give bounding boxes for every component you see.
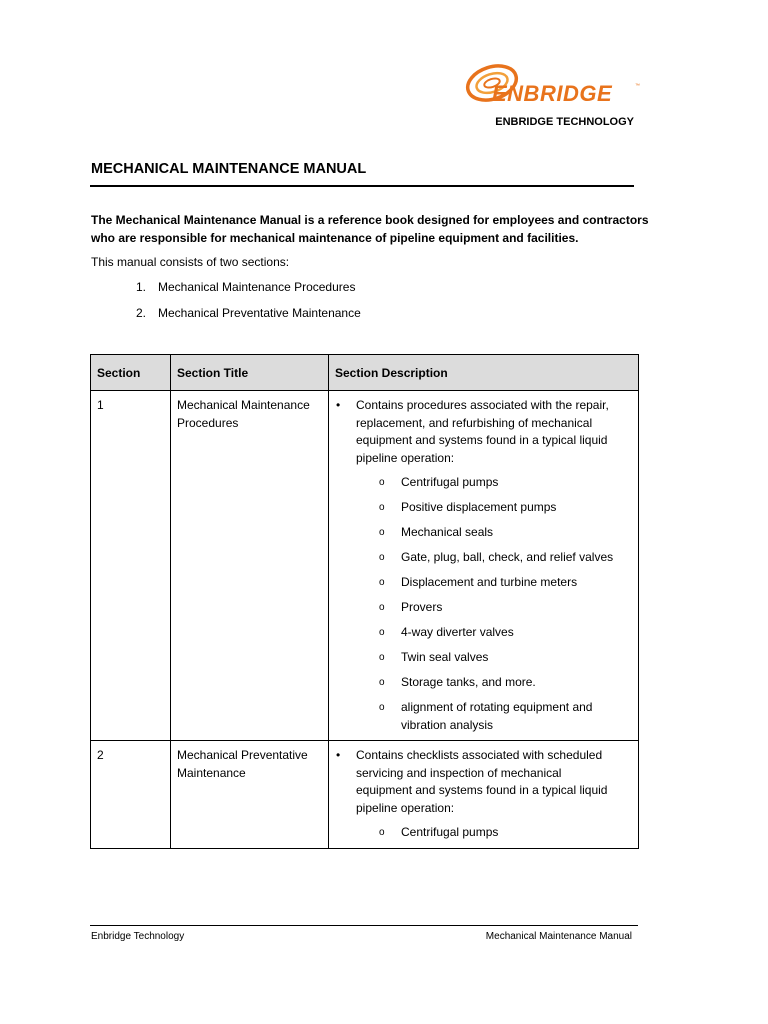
document-title: MECHANICAL MAINTENANCE MANUAL [91,161,367,177]
bullet-icon: • [336,748,341,762]
section-number-cell [91,391,171,741]
sub-item-list [329,474,632,734]
logo-trademark: ™ [635,83,640,89]
section-title-cell [171,391,329,741]
logo-wordmark: ENBRIDGE [492,81,613,106]
table-row [91,741,639,849]
section-description-cell [329,741,639,849]
sub-item-list [329,824,632,842]
footer-divider [90,925,638,926]
list-item: o alignment of rotating equipment and vibration analysis [379,700,593,732]
list-item: o 4-way diverter valves [329,624,632,642]
intro-line: who are responsible for mechanical maintenance of pipeline equipment and facilities. [91,231,579,245]
footer-left-text: Enbridge Technology [91,931,185,942]
section-number: 1 [97,398,104,412]
list-label: Mechanical Maintenance Procedures [158,280,356,294]
list-item: o Provers [329,599,632,617]
header-cell-section: Section [91,355,171,391]
circle-bullet-icon: o [379,602,385,613]
intro-paragraph [91,211,651,247]
table-header-row [91,355,639,391]
list-item: o Storage tanks, and more. [329,674,632,692]
circle-bullet-icon: o [379,627,385,638]
company-name: ENBRIDGE TECHNOLOGY [495,116,634,128]
intro-line: The Mechanical Maintenance Manual is a reference book designed for employees and contractors [91,213,649,227]
list-item: o Positive displacement pumps [329,499,632,517]
section-title: Mechanical Preventative Maintenance [177,748,308,780]
list-number: 1. [136,280,147,294]
sections-table [90,354,639,849]
sections-table-wrapper [90,354,639,849]
footer-right-text: Mechanical Maintenance Manual [485,931,632,942]
circle-bullet-icon: o [379,577,385,588]
list-item: o Twin seal valves [329,649,632,667]
title-divider [90,185,634,187]
list-item: o Centrifugal pumps [329,474,632,492]
circle-bullet-icon: o [379,527,385,538]
list-item: o Centrifugal pumps [329,824,632,842]
header-cell-title: Section Title [171,355,329,391]
section-description-cell [329,391,639,741]
table-row [91,391,639,741]
section-number: 2 [97,748,104,762]
bullet-icon: • [336,398,341,412]
section-title-cell [171,741,329,849]
circle-bullet-icon: o [379,477,385,488]
description-bullet: • Contains procedures associated with the repair, replacement, and refurbishing of mechanical equipment and systems found in a typical liquid pipeline operation: [336,398,609,465]
list-label: Mechanical Preventative Maintenance [158,306,361,320]
section-number-cell [91,741,171,849]
circle-bullet-icon: o [379,677,385,688]
circle-bullet-icon: o [379,702,385,713]
intro-text: This manual consists of two sections: [91,255,290,269]
circle-bullet-icon: o [379,502,385,513]
circle-bullet-icon: o [379,827,385,838]
circle-bullet-icon: o [379,552,385,563]
list-number: 2. [136,306,147,320]
list-item: o Mechanical seals [329,524,632,542]
circle-bullet-icon: o [379,652,385,663]
header-cell-description: Section Description [329,355,639,391]
list-item: o Gate, plug, ball, check, and relief valves [329,549,632,567]
description-bullet: • Contains checklists associated with scheduled servicing and inspection of mechanical equipment and systems found in a typical liquid pipeline operation: [336,748,608,815]
section-title: Mechanical Maintenance Procedures [177,398,310,430]
list-item: o Displacement and turbine meters [329,574,632,592]
enbridge-logo [462,56,646,110]
